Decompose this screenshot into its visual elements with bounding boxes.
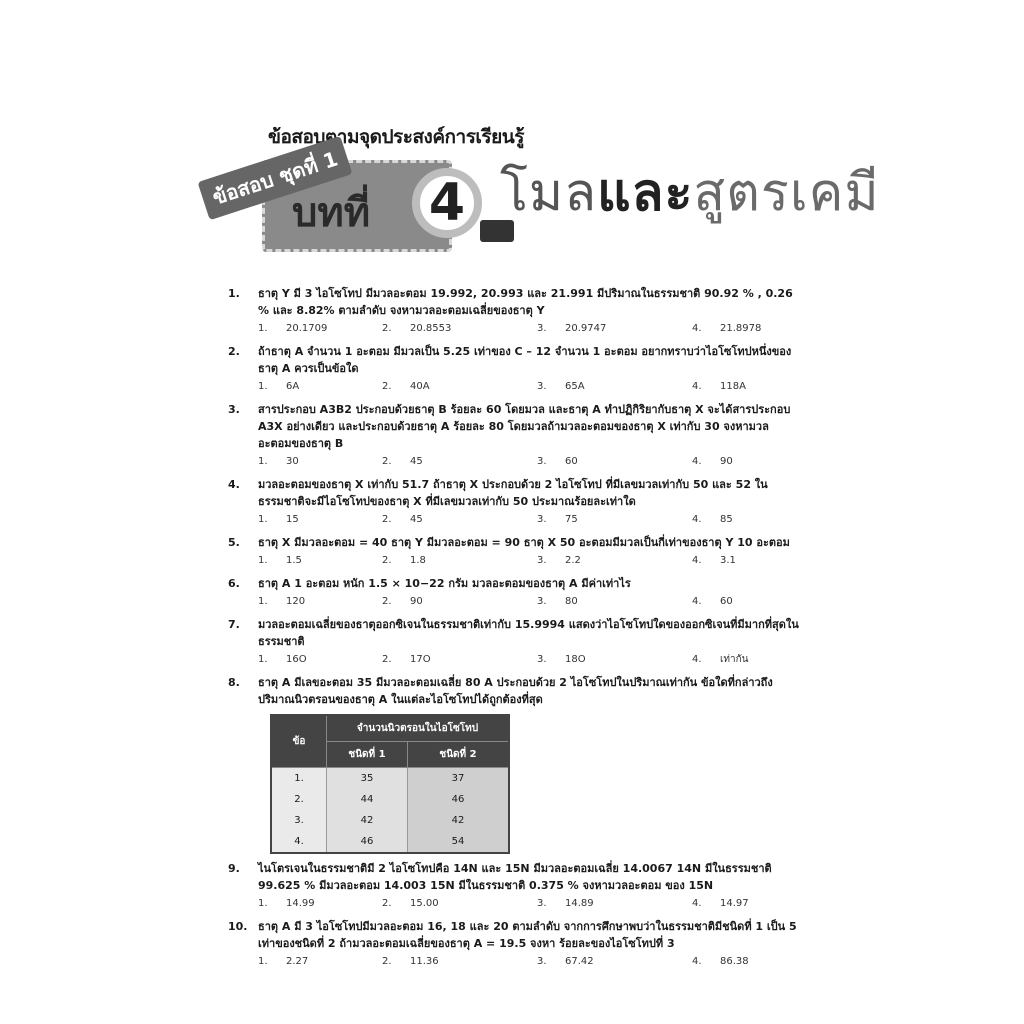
option: 3. 60 xyxy=(537,456,578,467)
question-6 xyxy=(228,575,800,610)
question-number: 4. xyxy=(228,478,240,491)
question-7 xyxy=(228,616,800,668)
question-text: มวลอะตอมเฉลี่ยของธาตุออกซิเจนในธรรมชาติเท่ากับ 15.9994 แสดงว่าไอโซโทปใดของออกซิเจนที่มีมากที่สุดในธรรมชาติ xyxy=(258,618,799,648)
option: 2. 20.8553 xyxy=(382,323,452,334)
question-number: 7. xyxy=(228,618,240,631)
option: 1. 30 xyxy=(258,456,299,467)
chapter-title-part-b: และ xyxy=(597,163,694,223)
question-5 xyxy=(228,534,800,569)
neutron-table xyxy=(270,714,510,854)
option: 4. 85 xyxy=(692,514,733,525)
question-number: 3. xyxy=(228,403,240,416)
option: 1. 14.99 xyxy=(258,898,315,909)
question-number: 9. xyxy=(228,862,240,875)
question-text: ไนโตรเจนในธรรมชาติมี 2 ไอโซโทปคือ 14N และ 15N มีมวลอะตอมเฉลี่ย 14.0067 14N มีในธรรมชาติ 99.625 % มีมวลอะตอม 14.003 15N มีในธรรมชาติ 0.375 % จงหามวลอะตอม ของ 15N xyxy=(258,862,772,892)
option: 2. 11.36 xyxy=(382,956,439,967)
option: 4. 86.38 xyxy=(692,956,749,967)
table-header-group: จำนวนนิวตรอนในไอโซโทป xyxy=(327,715,510,742)
question-1 xyxy=(228,285,800,337)
option: 1. 16O xyxy=(258,654,307,665)
option: 1. 120 xyxy=(258,596,306,607)
question-2 xyxy=(228,343,800,395)
question-number: 5. xyxy=(228,536,240,549)
question-8 xyxy=(228,674,800,854)
question-3 xyxy=(228,401,800,470)
question-text: ธาตุ A มีเลขอะตอม 35 มีมวลอะตอมเฉลี่ย 80 A ประกอบด้วย 2 ไอโซโทปในปริมาณเท่ากัน ข้อใดที่กล่าวถึงปริมาณนิวตรอนของธาตุ A ในแต่ละไอโซโทปได้ถูกต้องที่สุด xyxy=(258,676,773,706)
option: 2. 17O xyxy=(382,654,431,665)
table-row: 4. 46 54 xyxy=(271,831,509,853)
option: 4. เท่ากัน xyxy=(692,654,749,665)
options xyxy=(258,511,800,528)
options xyxy=(258,320,800,337)
option: 3. 18O xyxy=(537,654,586,665)
question-text: ธาตุ X มีมวลอะตอม = 40 ธาตุ Y มีมวลอะตอม = 90 ธาตุ X 50 อะตอมมีมวลเป็นกี่เท่าของธาตุ Y 10 อะตอม xyxy=(258,536,790,549)
option: 2. 45 xyxy=(382,456,423,467)
option: 1. 2.27 xyxy=(258,956,309,967)
question-text: ธาตุ A 1 อะตอม หนัก 1.5 × 10−22 กรัม มวลอะตอมของธาตุ A มีค่าเท่าไร xyxy=(258,577,631,590)
question-number: 10. xyxy=(228,920,248,933)
option: 3. 65A xyxy=(537,381,585,392)
options xyxy=(258,552,800,569)
question-number: 6. xyxy=(228,577,240,590)
chapter-title-part-a: โมล xyxy=(500,163,598,223)
table-header-type1: ชนิดที่ 1 xyxy=(327,742,408,768)
option: 3. 67.42 xyxy=(537,956,594,967)
option: 4. 21.8978 xyxy=(692,323,762,334)
option: 4. 3.1 xyxy=(692,555,736,566)
chapter-title-part-c: สูตรเคมี xyxy=(693,163,880,223)
option: 2. 15.00 xyxy=(382,898,439,909)
question-text: ธาตุ A มี 3 ไอโซโทปมีมวลอะตอม 16, 18 และ 20 ตามลำดับ จากการศึกษาพบว่าในธรรมชาติมีชนิดที่ 1 เป็น 5 เท่าของชนิดที่ 2 ถ้ามวลอะตอมเฉลี่ยของธาตุ A = 19.5 จงหา ร้อยละของไอโซโทปที่ 3 xyxy=(258,920,797,950)
options xyxy=(258,593,800,610)
option: 3. 2.2 xyxy=(537,555,581,566)
table-row: 1. 35 37 xyxy=(271,768,509,790)
options xyxy=(258,953,800,970)
options xyxy=(258,378,800,395)
question-text: ธาตุ Y มี 3 ไอโซโทป มีมวลอะตอม 19.992, 20.993 และ 21.991 มีปริมาณในธรรมชาติ 90.92 % , 0.26 % และ 8.82% ตามลำดับ จงหามวลอะตอมเฉลี่ยของธาตุ Y xyxy=(258,287,793,317)
option: 3. 14.89 xyxy=(537,898,594,909)
option: 4. 90 xyxy=(692,456,733,467)
question-9 xyxy=(228,860,800,912)
chapter-label: บทที่ xyxy=(292,190,371,236)
question-number: 8. xyxy=(228,676,240,689)
option: 1. 1.5 xyxy=(258,555,302,566)
exam-set-tag: ข้อสอบ ชุดที่ 1 xyxy=(197,136,352,220)
chapter-number: 4 xyxy=(412,168,482,238)
option: 4. 14.97 xyxy=(692,898,749,909)
question-text: สารประกอบ A3B2 ประกอบด้วยธาตุ B ร้อยละ 60 โดยมวล และธาตุ A ทำปฏิกิริยากับธาตุ X จะได้สารประกอบ A3X อย่างเดียว และประกอบด้วยธาตุ A ร้อยละ 80 โดยมวลถ้ามวลอะตอมของธาตุ X เท่ากับ 30 จงหามวลอะตอมของธาตุ B xyxy=(258,403,791,450)
options xyxy=(258,453,800,470)
option: 3. 80 xyxy=(537,596,578,607)
question-text: ถ้าธาตุ A จำนวน 1 อะตอม มีมวลเป็น 5.25 เท่าของ C – 12 จำนวน 1 อะตอม อยากทราบว่าไอโซโทปหนึ่งของธาตุ A ควรเป็นข้อใด xyxy=(258,345,792,375)
option: 2. 1.8 xyxy=(382,555,426,566)
option: 3. 20.9747 xyxy=(537,323,607,334)
chapter-title xyxy=(500,150,880,233)
options xyxy=(258,895,800,912)
header-title: ข้อสอบตามจุดประสงค์การเรียนรู้ xyxy=(268,126,524,148)
question-text: มวลอะตอมของธาตุ X เท่ากับ 51.7 ถ้าธาตุ X ประกอบด้วย 2 ไอโซโทป ที่มีเลขมวลเท่ากับ 50 และ 52 ในธรรมชาติจะมีไอโซโทปของธาตุ X ที่มีเลขมวลเท่ากับ 50 ประมาณร้อยละเท่าใด xyxy=(258,478,768,508)
options xyxy=(258,651,800,668)
option: 2. 45 xyxy=(382,514,423,525)
question-4 xyxy=(228,476,800,528)
question-list xyxy=(228,285,800,976)
table-header-choice: ข้อ xyxy=(271,715,327,768)
option: 4. 60 xyxy=(692,596,733,607)
table-row: 3. 42 42 xyxy=(271,810,509,831)
question-number: 1. xyxy=(228,287,240,300)
table-header-type2: ชนิดที่ 2 xyxy=(408,742,510,768)
option: 2. 40A xyxy=(382,381,430,392)
option: 1. 6A xyxy=(258,381,300,392)
option: 1. 15 xyxy=(258,514,299,525)
question-10 xyxy=(228,918,800,970)
option: 1. 20.1709 xyxy=(258,323,328,334)
option: 3. 75 xyxy=(537,514,578,525)
table-row: 2. 44 46 xyxy=(271,789,509,810)
question-number: 2. xyxy=(228,345,240,358)
option: 4. 118A xyxy=(692,381,746,392)
option: 2. 90 xyxy=(382,596,423,607)
